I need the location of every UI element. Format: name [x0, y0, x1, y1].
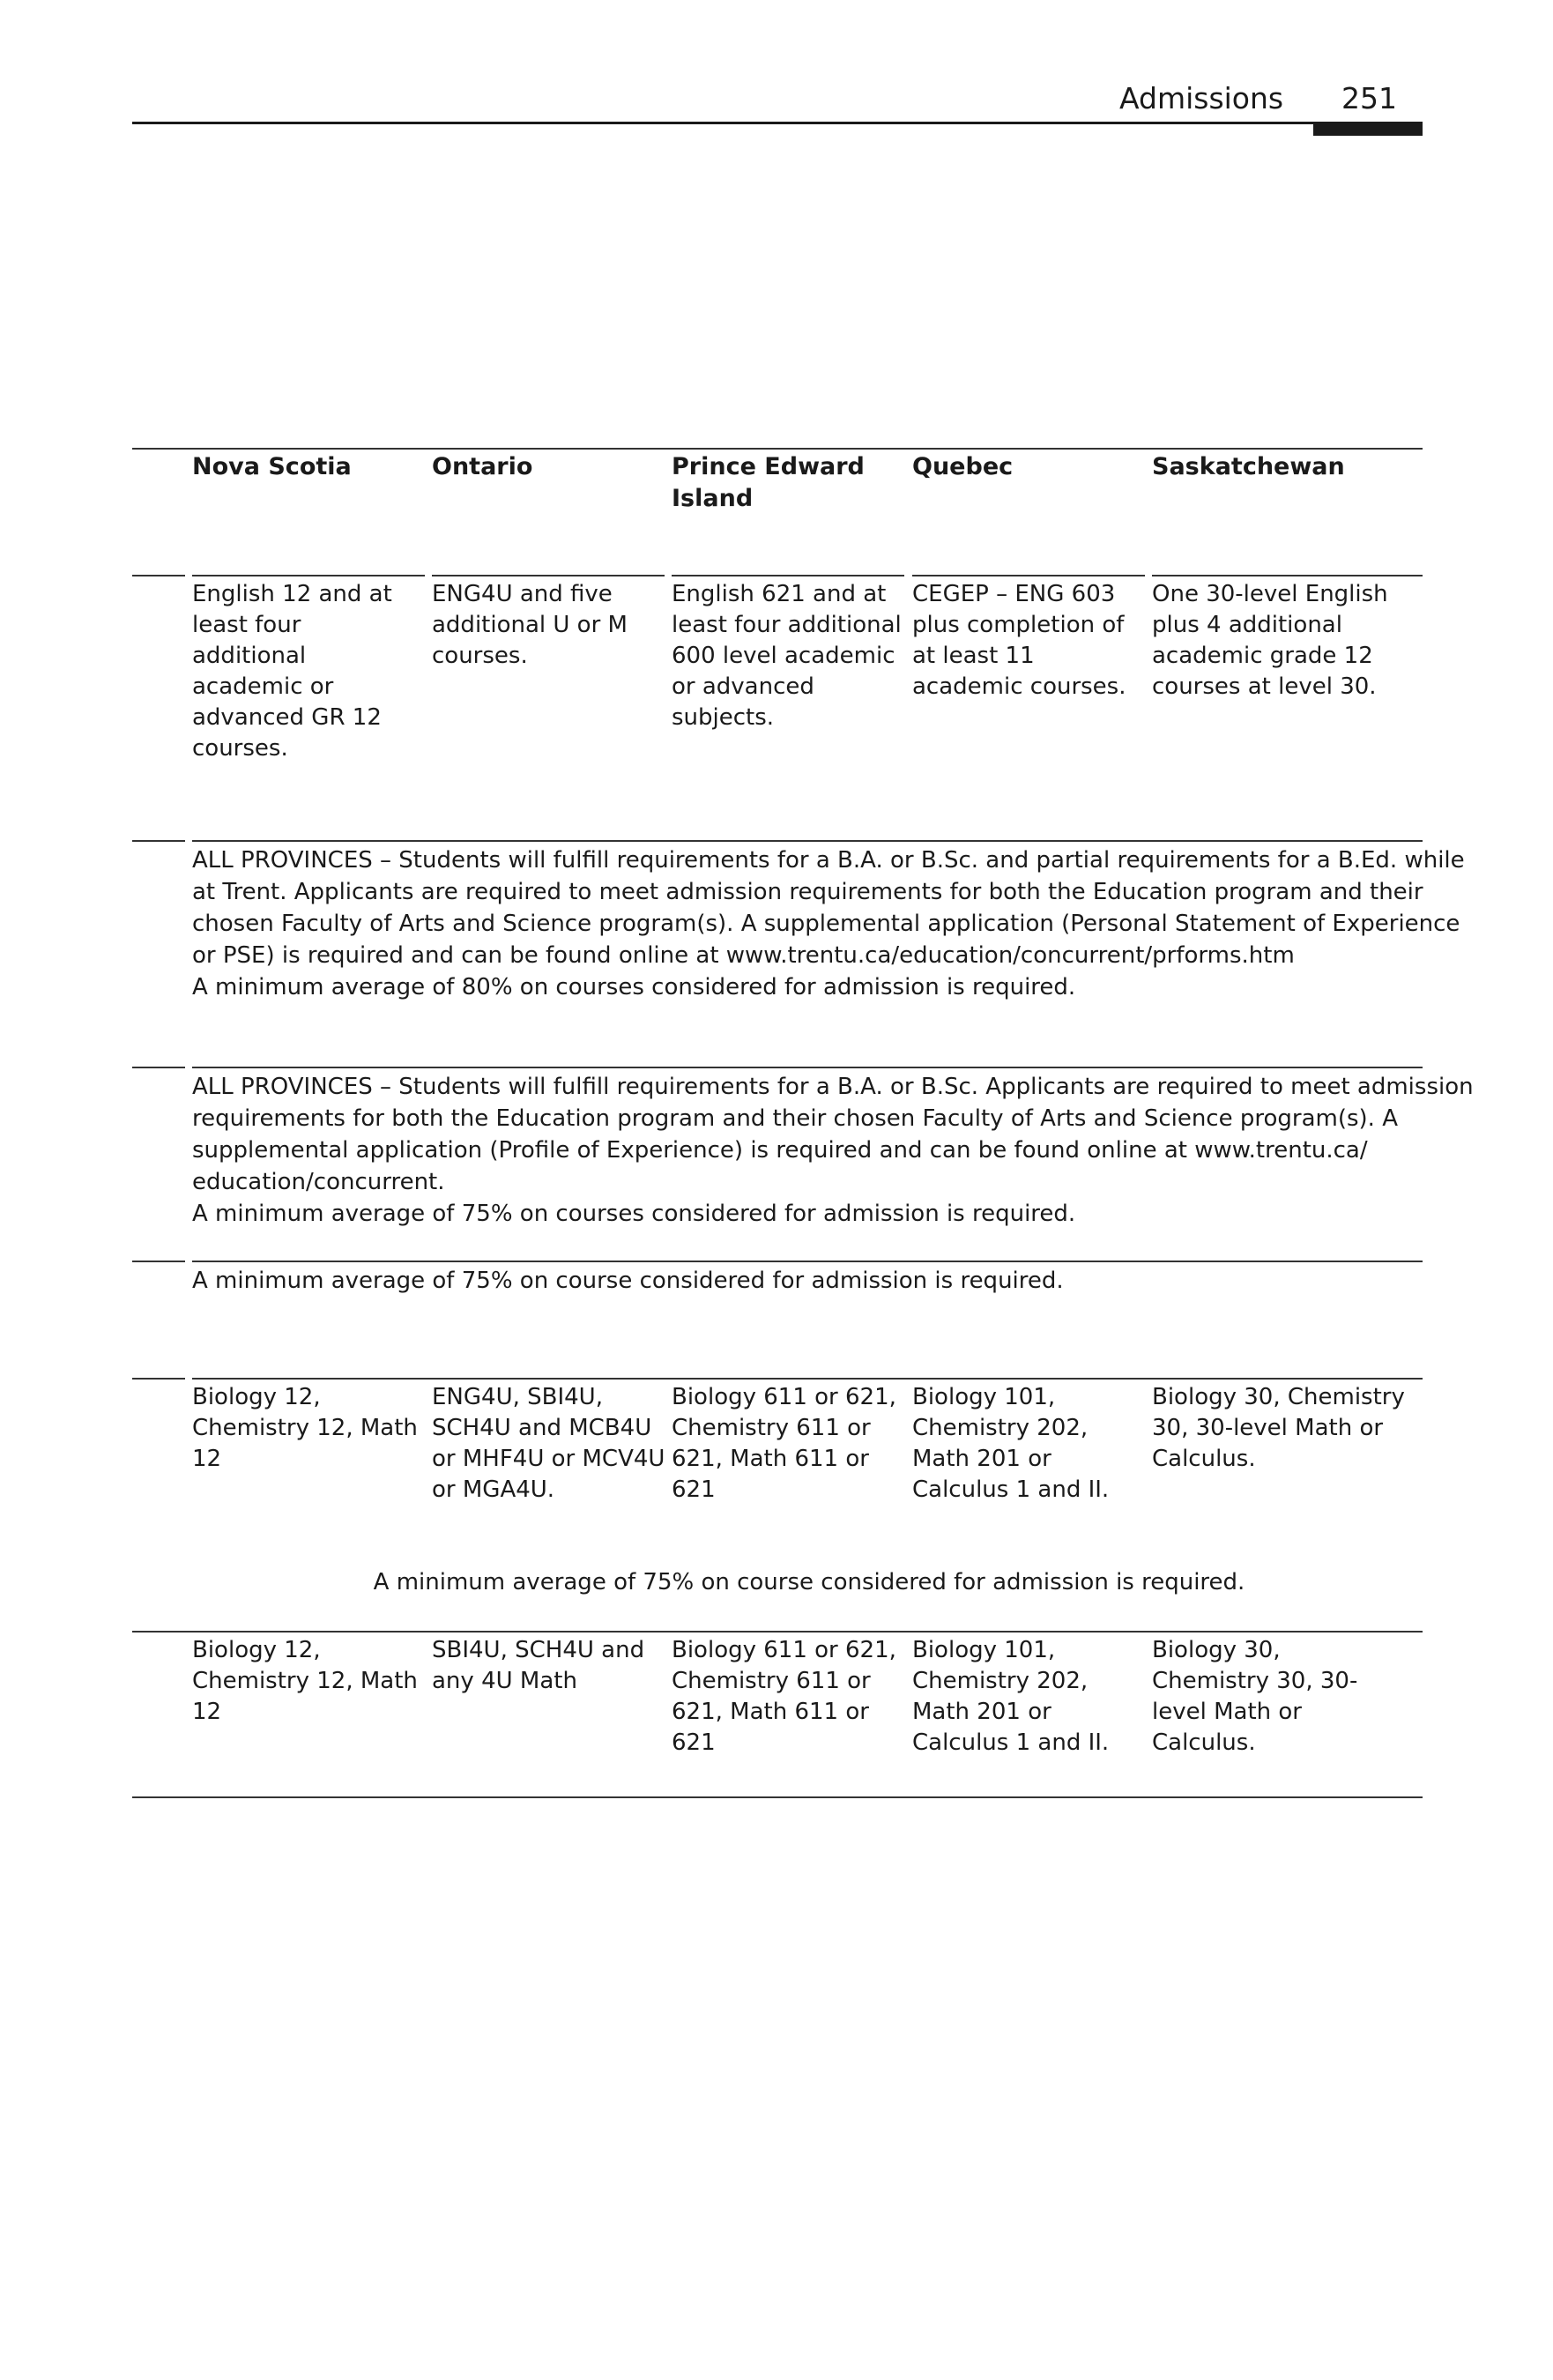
text-line: A minimum average of 80% on courses considered for admission is required. [192, 974, 1076, 1000]
column-header-quebec: Quebec [912, 453, 1014, 480]
row-rule [132, 1631, 1423, 1633]
english-on: ENG4U and five additional U or M courses. [432, 581, 628, 669]
science2-sk: Biology 30, Chemistry 30, 30-level Math or Calculus. [1152, 1637, 1358, 1756]
row-rule [192, 1067, 1423, 1068]
english-ns: English 12 and at least four additional academic or advanced GR 12 courses. [192, 581, 392, 762]
text-line: at Trent. Applicants are required to meet admission requirements for both the Education program and their [192, 879, 1423, 905]
header-rule [132, 122, 1423, 124]
science1-sk: Biology 30, Chemistry 30, 30-level Math or Calculus. [1152, 1384, 1405, 1472]
text-line: or PSE) is required and can be found online at www.trentu.ca/education/concurrent/prforms.htm [192, 942, 1295, 969]
text-line: ALL PROVINCES – Students will fulfill requirements for a B.A. or B.Sc. and partial requirements for a B.Ed. while [192, 847, 1465, 874]
science1-on: ENG4U, SBI4U, SCH4U and MCB4U or MHF4U or MCV4U or MGA4U. [432, 1384, 665, 1503]
text-line: A minimum average of 75% on course considered for admission is required. [192, 1268, 1064, 1294]
column-header-saskatchewan: Saskatchewan [1152, 453, 1345, 480]
science2-qc: Biology 101, Chemistry 202, Math 201 or Calculus 1 and II. [912, 1637, 1110, 1756]
row-rule [132, 1067, 185, 1068]
row-rule [192, 575, 425, 576]
science2-ns: Biology 12, Chemistry 12, Math 12 [192, 1637, 418, 1725]
row-rule [132, 575, 185, 576]
text-line: A minimum average of 75% on courses considered for admission is required. [192, 1201, 1076, 1227]
row-rule [432, 575, 665, 576]
column-header-nova-scotia: Nova Scotia [192, 453, 352, 480]
row-rule [192, 1378, 1423, 1380]
row-rule [132, 1378, 185, 1380]
science-note: A minimum average of 75% on course considered for admission is required. [373, 1569, 1245, 1595]
concurrent-ba-paragraph [192, 1071, 1474, 1230]
row-rule [672, 575, 904, 576]
science1-ns: Biology 12, Chemistry 12, Math 12 [192, 1384, 418, 1472]
science1-pei: Biology 611 or 621, Chemistry 611 or 621, Math 611 or 621 [672, 1384, 896, 1503]
row-rule [192, 840, 1423, 842]
text-line: education/concurrent. [192, 1169, 445, 1195]
text-line: requirements for both the Education program and their chosen Faculty of Arts and Science program(s). A [192, 1105, 1398, 1132]
min-average-row [192, 1265, 1426, 1297]
english-pei: English 621 and at least four additional 600 level academic or advanced subjects. [672, 581, 902, 731]
english-qc: CEGEP – ENG 603 plus completion of at least 11 academic courses. [912, 581, 1126, 700]
science1-qc: Biology 101, Chemistry 202, Math 201 or Calculus 1 and II. [912, 1384, 1110, 1503]
page-tab-marker [1313, 123, 1423, 136]
column-header-ontario: Ontario [432, 453, 533, 480]
row-rule [1152, 575, 1423, 576]
row-rule [192, 1261, 1423, 1262]
text-line: ALL PROVINCES – Students will fulfill requirements for a B.A. or B.Sc. Applicants are required to meet admission [192, 1074, 1474, 1100]
text-line: supplemental application (Profile of Experience) is required and can be found online at www.trentu.ca/ [192, 1137, 1368, 1164]
row-rule [132, 840, 185, 842]
science2-on: SBI4U, SCH4U and any 4U Math [432, 1637, 645, 1694]
row-rule [132, 1261, 185, 1262]
table-top-rule [132, 448, 1423, 450]
english-sk: One 30-level English plus 4 additional academic grade 12 courses at level 30. [1152, 581, 1388, 700]
concurrent-bed-paragraph [192, 844, 1465, 1003]
science2-pei: Biology 611 or 621, Chemistry 611 or 621, Math 611 or 621 [672, 1637, 896, 1756]
running-header-title: Admissions [1119, 81, 1284, 115]
page-number: 251 [1341, 81, 1397, 115]
column-header-pei: Prince Edward Island [672, 453, 865, 512]
row-rule [912, 575, 1145, 576]
text-line: chosen Faculty of Arts and Science program(s). A supplemental application (Personal Statement of Experience [192, 911, 1460, 937]
table-bottom-rule [132, 1796, 1423, 1798]
